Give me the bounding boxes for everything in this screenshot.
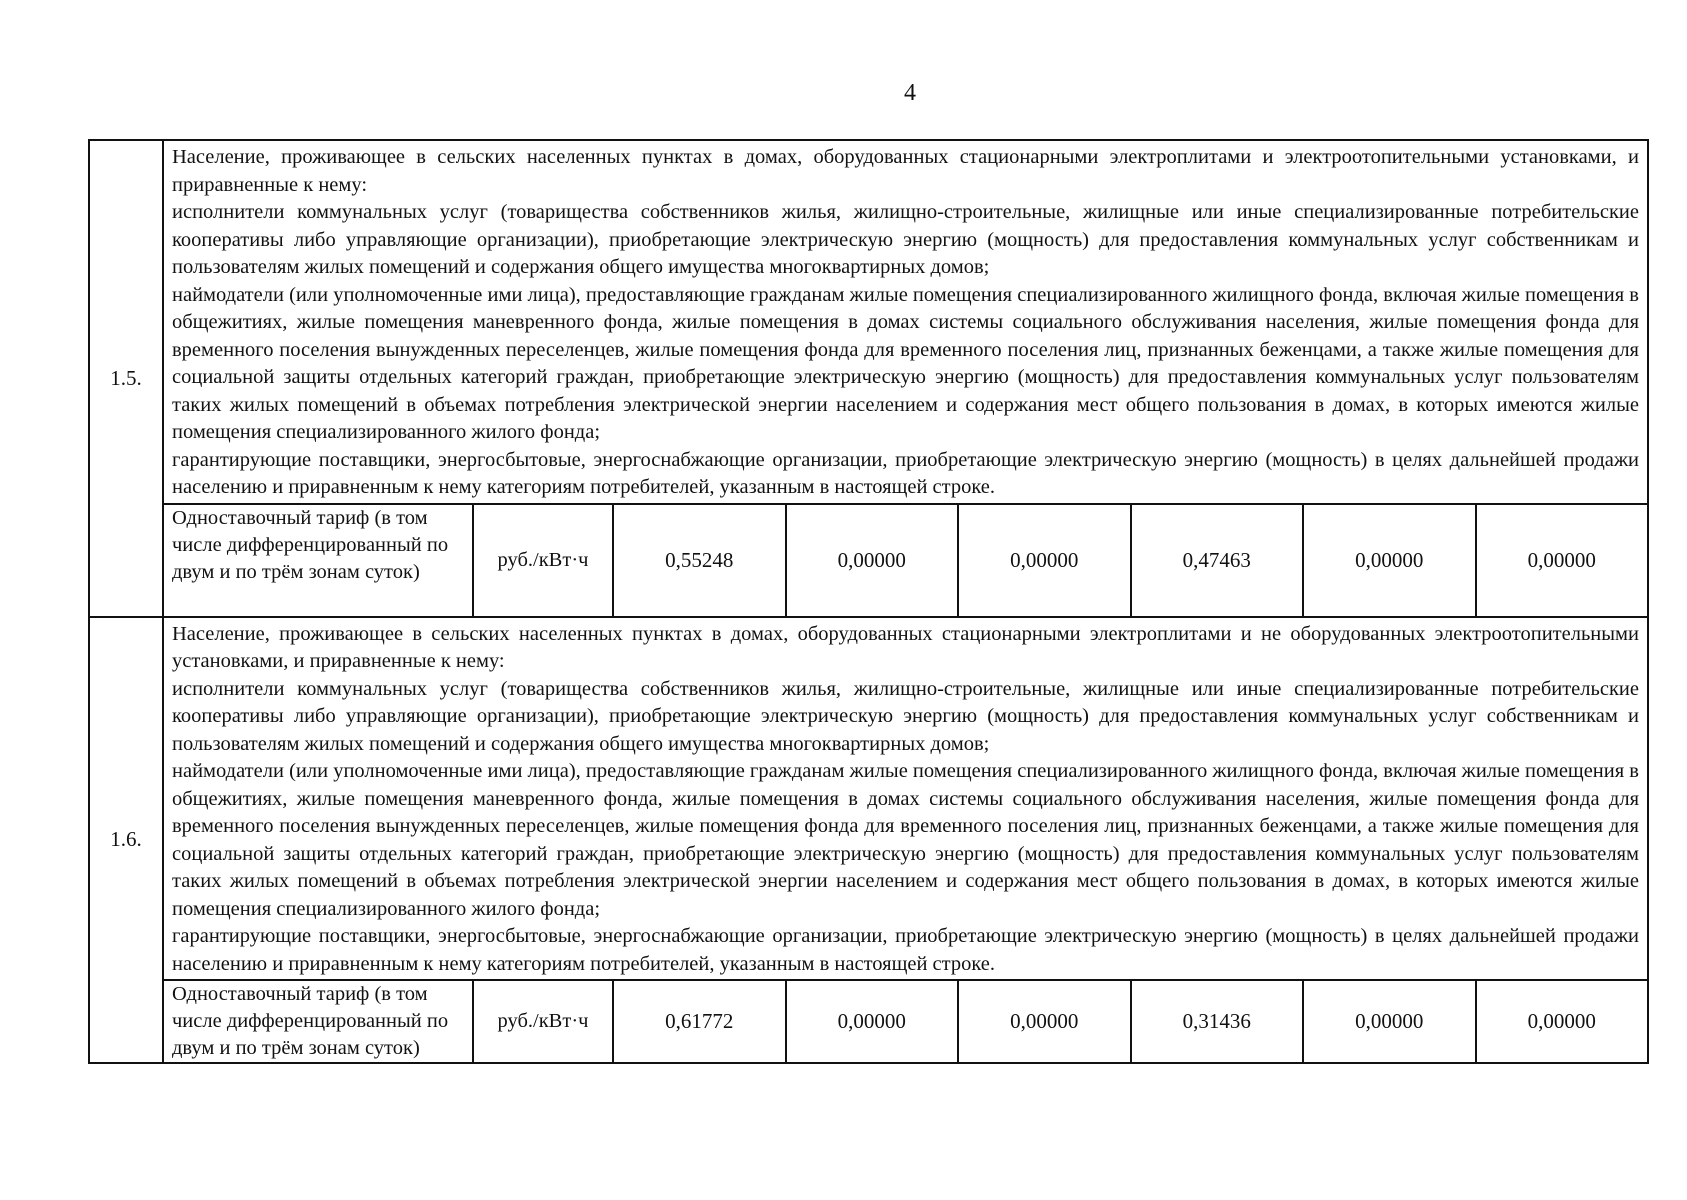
section-body	[164, 618, 1647, 1063]
tariff-value: 0,00000	[1527, 547, 1596, 572]
tariff-value: 0,00000	[959, 505, 1132, 616]
tariff-label: Одноставочный тариф (в том числе дифференцированный по двум и по трём зонам суток)	[164, 981, 474, 1062]
tariff-value: 0,00000	[787, 505, 960, 616]
tariff-value: 0,55248	[614, 505, 787, 616]
tariff-value: 0,00000	[787, 981, 960, 1062]
tariff-value: 0,61772	[614, 981, 787, 1062]
consumer-paragraph: гарантирующие поставщики, энергосбытовые, энергоснабжающие организации, приобретающие электрическую энергию (мощность) в целях дальнейшей продажи населению и приравненным к нему категориям потребителей, указанным в настоящей строке.	[172, 448, 1639, 498]
consumer-paragraph: Население, проживающее в сельских населенных пунктах в домах, оборудованных стационарными электроплитами и не оборудованных электроотопительными установками, и приравненные к нему:	[172, 622, 1639, 672]
tariff-value: 0,00000	[1304, 981, 1477, 1062]
tariff-value: 0,00000	[1304, 505, 1477, 616]
consumer-paragraph: наймодатели (или уполномоченные ими лица), предоставляющие гражданам жилые помещения специализированного жилищного фонда, включая жилые помещения в общежитиях, жилые помещения маневренного фонда, жилые помещения в домах системы социального обслуживания населения, жилые помещения фонда для временного поселения вынужденных переселенцев, жилые помещения фонда для временного поселения лиц, признанных беженцами, а также жилые помещения для социальной защиты отдельных категорий граждан, приобретающие электрическую энергию (мощность) для предоставления коммунальных услуг пользователям таких жилых помещений в объемах потребления электрической энергии населением и содержания мест общего пользования в домах, в которых имеются жилые помещения специализированного жилого фонда;	[172, 283, 1639, 443]
consumer-paragraph: гарантирующие поставщики, энергосбытовые, энергоснабжающие организации, приобретающие электрическую энергию (мощность) в целях дальнейшей продажи населению и приравненным к нему категориям потребителей, указанным в настоящей строке.	[172, 925, 1639, 975]
tariff-value: 0,31436	[1132, 981, 1305, 1062]
tariff-row	[164, 979, 1647, 1062]
section-body	[164, 141, 1647, 616]
consumer-paragraph: наймодатели (или уполномоченные ими лица), предоставляющие гражданам жилые помещения специализированного жилищного фонда, включая жилые помещения в общежитиях, жилые помещения маневренного фонда, жилые помещения в домах системы социального обслуживания населения, жилые помещения фонда для временного поселения вынужденных переселенцев, жилые помещения фонда для временного поселения лиц, признанных беженцами, а также жилые помещения для социальной защиты отдельных категорий граждан, приобретающие электрическую энергию (мощность) для предоставления коммунальных услуг пользователям таких жилых помещений в объемах потребления электрической энергии населением и содержания мест общего пользования в домах, в которых имеются жилые помещения специализированного жилого фонда;	[172, 760, 1639, 920]
page-number: 4	[904, 80, 916, 106]
tariff-label: Одноставочный тариф (в том числе дифференцированный по двум и по трём зонам суток)	[164, 505, 474, 616]
consumer-description	[164, 618, 1647, 980]
unit-cell: руб./кВт·ч	[474, 981, 614, 1062]
consumer-paragraph: Население, проживающее в сельских населенных пунктах в домах, оборудованных стационарными электроплитами и электроотопительными установками, и приравненные к нему:	[172, 146, 1639, 196]
section-number: 1.5.	[90, 141, 164, 616]
unit-cell: руб./кВт·ч	[474, 505, 614, 616]
tariff-section-1-6	[90, 618, 1647, 1063]
tariff-row	[164, 503, 1647, 616]
section-number: 1.6.	[90, 618, 164, 1063]
tariff-value: 0,47463	[1132, 505, 1305, 616]
consumer-description	[164, 141, 1647, 503]
consumer-paragraph: исполнители коммунальных услуг (товарищества собственников жилья, жилищно-строительные, жилищные или иные специализированные потребительские кооперативы либо управляющие организации), приобретающие электрическую энергию (мощность) для предоставления коммунальных услуг собственникам и пользователям жилых помещений и содержания общего имущества многоквартирных домов;	[172, 677, 1639, 755]
tariff-value: 0,00000	[1527, 1009, 1596, 1033]
tariff-table	[88, 139, 1649, 1064]
consumer-paragraph: исполнители коммунальных услуг (товарищества собственников жилья, жилищно-строительные, жилищные или иные специализированные потребительские кооперативы либо управляющие организации), приобретающие электрическую энергию (мощность) для предоставления коммунальных услуг собственникам и пользователям жилых помещений и содержания общего имущества многоквартирных домов;	[172, 201, 1639, 278]
tariff-section-1-5	[90, 141, 1647, 618]
tariff-value: 0,00000	[959, 981, 1132, 1062]
